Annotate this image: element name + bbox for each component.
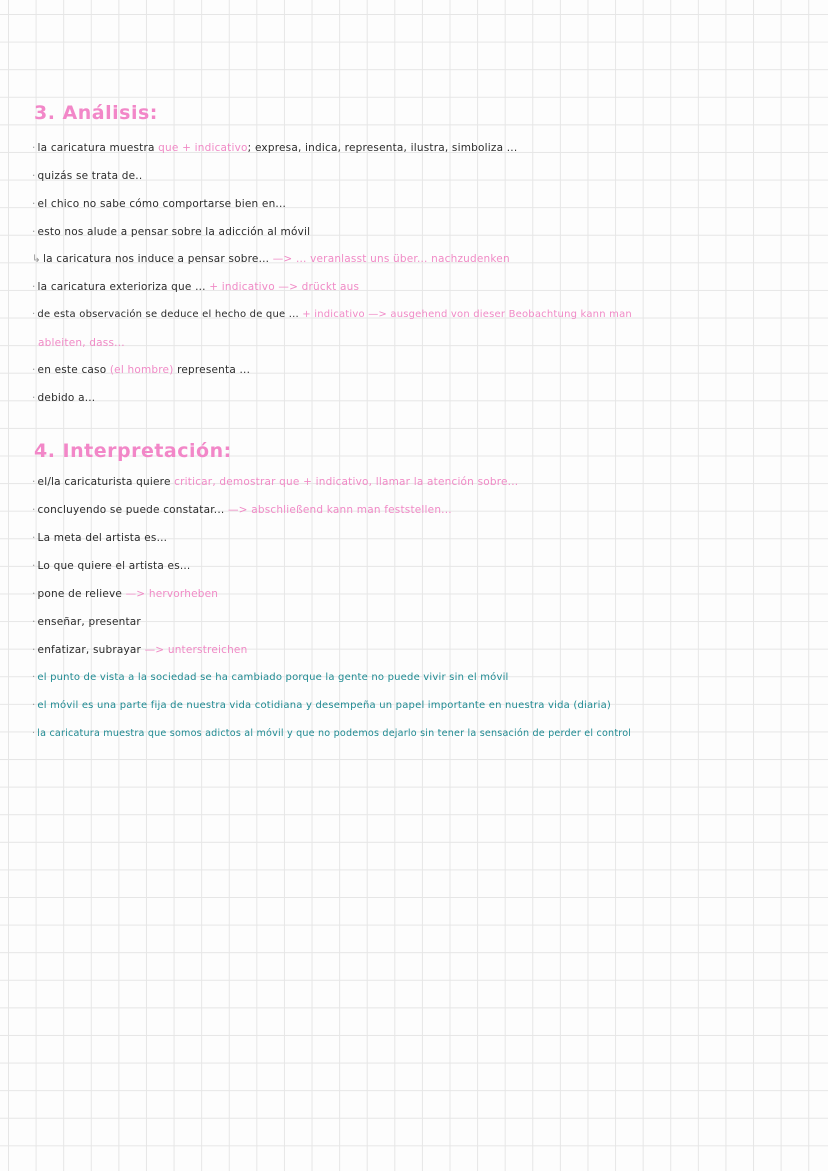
bullet: · (32, 728, 36, 739)
note-pink: (el hombre) (109, 364, 174, 376)
bullet: · (32, 198, 36, 210)
note-text: el chico no sabe cómo comportarse bien en... (37, 198, 287, 210)
note-pink: —> unterstreichen (144, 644, 248, 656)
note-text: la caricatura muestra (37, 142, 159, 154)
bullet: · (32, 672, 36, 683)
note-text: concluyendo se puede constatar... (37, 504, 228, 516)
note-text: pone de relieve (37, 588, 126, 600)
note-rest: representa ... (173, 364, 251, 376)
bullet: · (32, 616, 36, 628)
bullet: · (32, 309, 36, 320)
analysis-line-4 (32, 226, 310, 238)
bullet: · (32, 142, 36, 154)
note-pink: criticar, demostrar que + indicativo, llamar la atención sobre... (174, 476, 519, 488)
bullet: · (32, 226, 36, 238)
note-text: la caricatura exterioriza que ... (37, 281, 210, 293)
note-text: enfatizar, subrayar (37, 644, 145, 656)
bullet: · (32, 170, 36, 182)
note-pink: —> ... veranlasst uns über... nachzudenken (272, 253, 510, 265)
interp-line-3 (32, 532, 167, 544)
interp-line-4 (32, 560, 190, 572)
teal-line-2 (32, 700, 611, 711)
arrow-bullet: ↳ (32, 253, 41, 265)
note-pink: + indicativo —> drückt aus (209, 281, 360, 293)
note-text: debido a... (37, 392, 96, 404)
note-text: la caricatura nos induce a pensar sobre... (43, 253, 273, 265)
bullet: · (32, 281, 36, 293)
analysis-line-6 (32, 281, 359, 293)
bullet: · (32, 476, 36, 488)
analysis-heading: 3. Análisis: (34, 102, 158, 124)
note-text: esto nos alude a pensar sobre la adicción al móvil (37, 226, 311, 238)
note-text: quizás se trata de.. (37, 170, 143, 182)
bullet: · (32, 644, 36, 656)
analysis-line-7 (32, 309, 632, 320)
note-pink: —> hervorheben (125, 588, 219, 600)
note-text: el móvil es una parte fija de nuestra vida cotidiana y desempeña un papel importante en nuestra vida (diaria) (37, 700, 612, 711)
note-text: La meta del artista es... (37, 532, 168, 544)
interp-line-6 (32, 616, 141, 628)
analysis-line-8 (32, 364, 250, 376)
note-pink: + indicativo —> ausgehend von dieser Beobachtung kann man (302, 309, 632, 320)
bullet: · (32, 392, 36, 404)
analysis-line-9 (32, 392, 95, 404)
bullet: · (32, 588, 36, 600)
bullet: · (32, 532, 36, 544)
interp-line-5 (32, 588, 218, 600)
note-text: el/la caricaturista quiere (37, 476, 175, 488)
interp-line-1 (32, 476, 518, 488)
analysis-line-2 (32, 170, 142, 182)
bullet: · (32, 364, 36, 376)
note-pink: que + indicativo (158, 142, 248, 154)
interp-line-7 (32, 644, 247, 656)
bullet: · (32, 504, 36, 516)
note-text: de esta observación se deduce el hecho de que ... (37, 309, 303, 320)
interpretation-heading: 4. Interpretación: (34, 440, 232, 462)
bullet: · (32, 560, 36, 572)
note-pink: —> abschließend kann man feststellen... (227, 504, 452, 516)
note-text: enseñar, presentar (37, 616, 141, 628)
note-text: la caricatura muestra que somos adictos al móvil y que no podemos dejarlo sin tener la sensación de perder el control (37, 728, 632, 739)
analysis-line-1 (32, 142, 517, 154)
teal-line-3 (32, 728, 631, 739)
analysis-line-7-cont (38, 337, 125, 349)
bullet: · (32, 700, 36, 711)
analysis-line-3 (32, 198, 286, 210)
note-rest: ; expresa, indica, representa, ilustra, simboliza ... (247, 142, 518, 154)
teal-line-1 (32, 672, 509, 683)
note-pink: ableiten, dass... (38, 337, 125, 349)
note-text: el punto de vista a la sociedad se ha cambiado porque la gente no puede vivir sin el móvil (37, 672, 509, 683)
note-text: Lo que quiere el artista es... (37, 560, 191, 572)
analysis-line-5 (32, 253, 510, 265)
interp-line-2 (32, 504, 452, 516)
note-text: en este caso (37, 364, 110, 376)
